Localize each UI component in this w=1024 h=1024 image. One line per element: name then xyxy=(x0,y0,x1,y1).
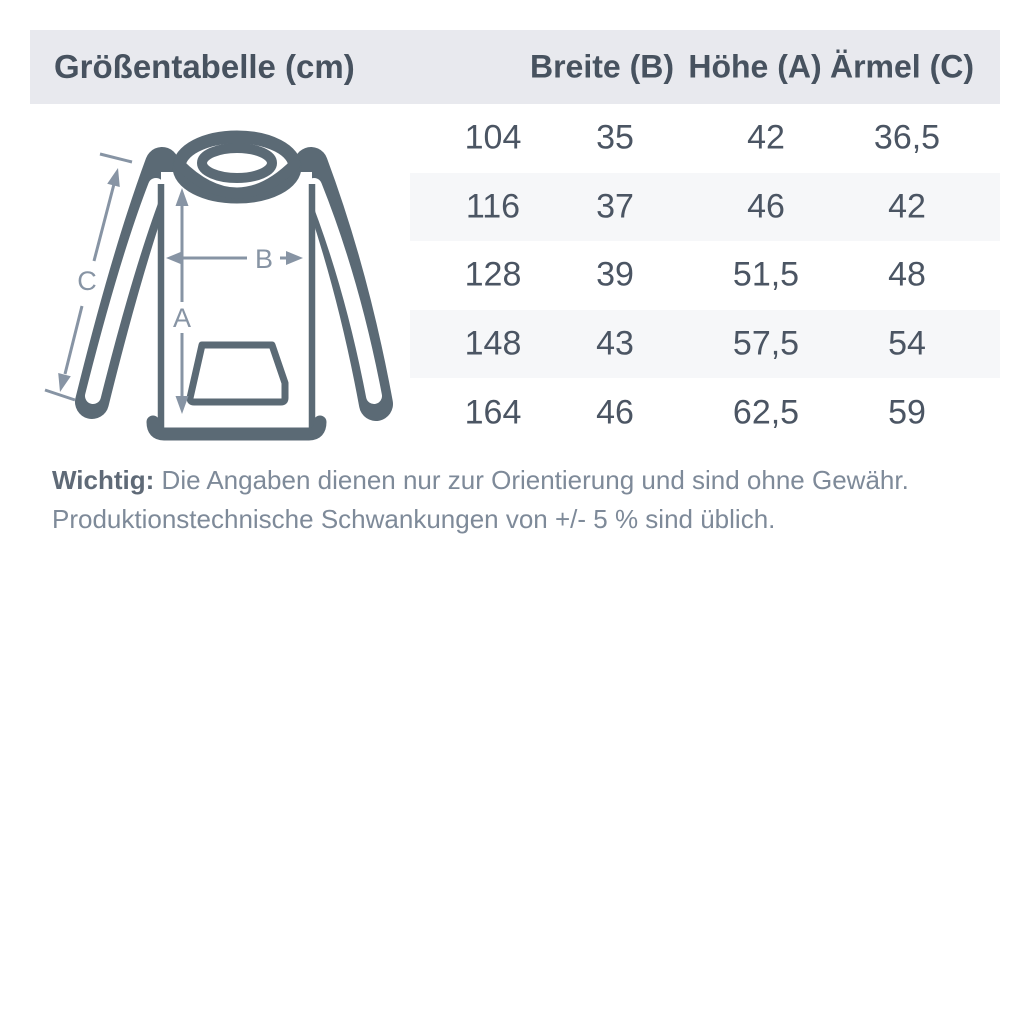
column-header-breite: Breite (B) xyxy=(529,48,675,85)
table-cell: 51,5 xyxy=(732,255,800,294)
table-row xyxy=(410,310,1000,379)
table-cell: 37 xyxy=(596,187,634,226)
column-header-hoehe: Höhe (A) xyxy=(688,48,822,85)
left-sleeve xyxy=(92,164,162,402)
table-cell: 35 xyxy=(596,118,634,157)
right-sleeve xyxy=(311,164,376,404)
table-cell: 116 xyxy=(465,187,521,226)
table-cell: 104 xyxy=(464,118,522,157)
table-rows xyxy=(410,104,1000,447)
table-cell: 46 xyxy=(596,393,634,432)
note-line1: Die Angaben dienen nur zur Orientierung und sind ohne Gewähr. xyxy=(154,465,909,495)
label-a: A xyxy=(172,303,192,333)
label-b: B xyxy=(254,244,274,274)
hoodie-diagram-svg xyxy=(40,106,440,451)
table-row xyxy=(410,104,1000,173)
table-cell: 39 xyxy=(596,255,634,294)
note-line2: Produktionstechnische Schwankungen von +/- 5 % sind üblich. xyxy=(52,504,776,534)
table-cell: 43 xyxy=(596,324,634,363)
pocket-outline xyxy=(190,345,285,402)
table-cell: 46 xyxy=(747,187,785,226)
column-header-aermel: Ärmel (C) xyxy=(829,48,975,85)
table-cell: 128 xyxy=(464,255,522,294)
table-cell: 164 xyxy=(464,393,522,432)
label-c: C xyxy=(77,266,97,296)
table-cell: 48 xyxy=(888,255,926,294)
hood-outline xyxy=(179,137,295,197)
table-row xyxy=(410,173,1000,242)
table-row xyxy=(410,241,1000,310)
table-header xyxy=(30,30,1000,104)
table-cell: 148 xyxy=(464,324,522,363)
page-title: Größentabelle (cm) xyxy=(54,48,355,85)
table-cell: 59 xyxy=(888,393,926,432)
table-cell: 36,5 xyxy=(873,118,941,157)
table-cell: 54 xyxy=(888,324,926,363)
table-cell: 62,5 xyxy=(732,393,800,432)
table-row xyxy=(410,378,1000,447)
disclaimer-note xyxy=(52,461,982,539)
hoodie-diagram xyxy=(40,106,440,451)
table-cell: 42 xyxy=(747,118,785,157)
note-prefix: Wichtig: xyxy=(52,465,155,495)
table-cell: 57,5 xyxy=(732,324,800,363)
table-cell: 42 xyxy=(888,187,926,226)
